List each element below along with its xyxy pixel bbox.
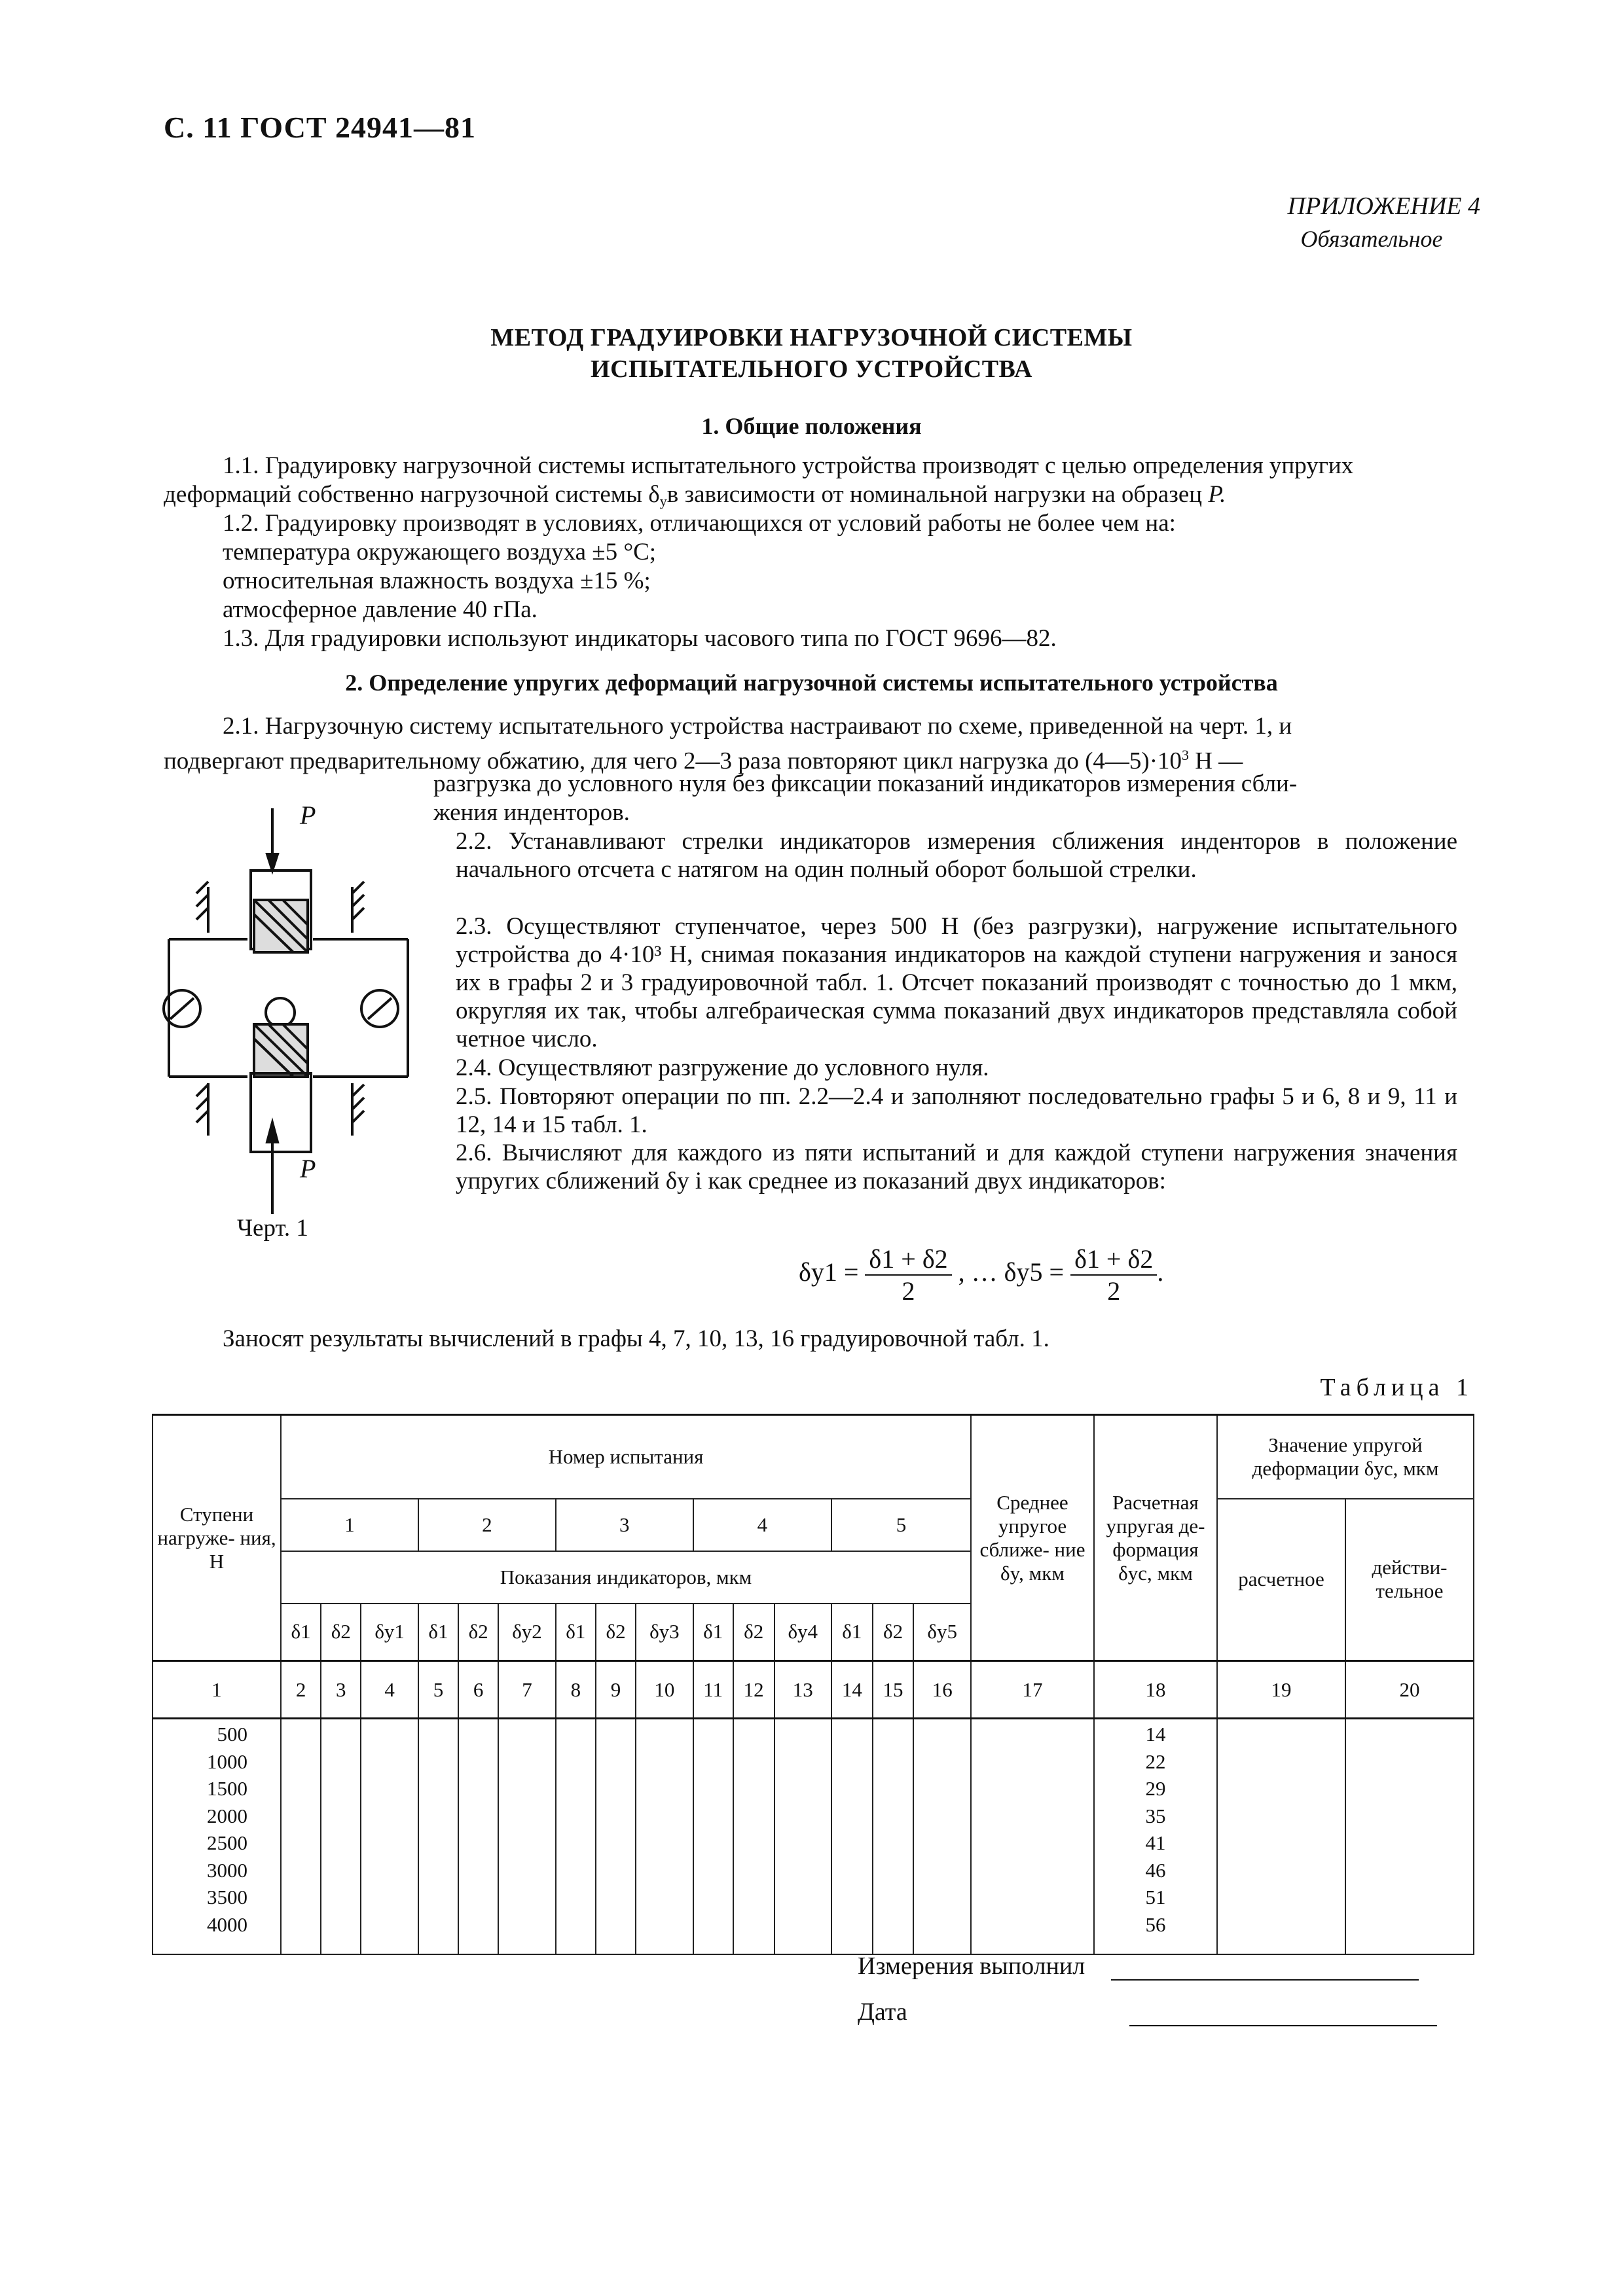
sub-yc: y bbox=[659, 493, 667, 509]
sub-col: δ2 bbox=[733, 1604, 775, 1661]
fraction-denominator: 2 bbox=[1107, 1276, 1121, 1306]
formula-end: . bbox=[1157, 1257, 1164, 1287]
para-2-6: 2.6. Вычисляют для каждого из пяти испытаний и для каждой ступени нагружения значения упругих сближений δy i как среднее из показаний двух индикаторов: bbox=[456, 1139, 1457, 1194]
title-line-1: МЕТОД ГРАДУИРОВКИ НАГРУЗОЧНОЙ СИСТЕМЫ bbox=[490, 324, 1133, 351]
calc-value: 46 bbox=[1145, 1858, 1166, 1882]
para-2-3: 2.3. Осуществляют ступенчатое, через 500 Н (без разгрузки), нагружение испытательного устройства до 4·10³ Н, снимая показания индикаторов на каждой ступени нагружения и занося их в графы 2 и 3 градуировочной табл. 1. Отсчет показаний производят с точностью до 1 мкм, округляя их так, чтобы алгебраическая сумма показаний двух индикаторов представляла собой четное число. bbox=[456, 913, 1457, 1052]
fraction-numerator: δ1 + δ2 bbox=[1070, 1244, 1157, 1276]
col-number: 19 bbox=[1217, 1661, 1345, 1719]
para-1-3: 1.3. Для градуировки используют индикаторы часового типа по ГОСТ 9696—82. bbox=[223, 625, 1057, 652]
header-value: Значение упругой деформации δyc, мкм bbox=[1217, 1415, 1474, 1499]
empty-cell bbox=[693, 1719, 733, 1954]
load-value: 1500 bbox=[207, 1777, 247, 1800]
date-label: Дата bbox=[858, 1998, 907, 2026]
col-number: 10 bbox=[636, 1661, 693, 1719]
load-value: 4000 bbox=[207, 1912, 247, 1936]
empty-cell bbox=[831, 1719, 873, 1954]
header-actual: действи- тельное bbox=[1345, 1499, 1474, 1661]
col-number: 14 bbox=[831, 1661, 873, 1719]
sub-col: δy3 bbox=[636, 1604, 693, 1661]
formula-left: δy1 = bbox=[799, 1257, 859, 1287]
calc-value: 56 bbox=[1145, 1912, 1166, 1936]
force-label-top: P bbox=[300, 800, 316, 830]
sub-col: δ1 bbox=[693, 1604, 733, 1661]
col-number: 16 bbox=[913, 1661, 971, 1719]
power-3: 3 bbox=[1182, 747, 1190, 763]
test-4: 4 bbox=[693, 1499, 831, 1551]
sub-col: δ1 bbox=[831, 1604, 873, 1661]
document-title bbox=[0, 322, 1623, 385]
empty-cell bbox=[873, 1719, 914, 1954]
empty-cell bbox=[281, 1719, 321, 1954]
empty-cell bbox=[458, 1719, 498, 1954]
formula-fraction-1 bbox=[865, 1244, 951, 1306]
appendix-label bbox=[1288, 190, 1480, 255]
para-1-2-temp: температура окружающего воздуха ±5 °C; bbox=[223, 539, 657, 565]
para-1-2-pressure: атмосферное давление 40 гПа. bbox=[223, 596, 538, 623]
para-2-1-text: подвергают предварительному обжатию, для чего 2—3 раза повторяют цикл нагрузка до (4—5)·10 bbox=[164, 747, 1182, 775]
para-2-2: 2.2. Устанавливают стрелки индикаторов измерения сближения инденторов в положение начального отсчета с натягом на один полный оборот большой стрелки. bbox=[456, 828, 1457, 883]
appendix-subtitle: Обязательное bbox=[1300, 226, 1443, 252]
title-line-2: ИСПЫТАТЕЛЬНОГО УСТРОЙСТВА bbox=[591, 355, 1032, 383]
sub-col: δy5 bbox=[913, 1604, 971, 1661]
sub-col: δ2 bbox=[596, 1604, 636, 1661]
header-test-number: Номер испытания bbox=[281, 1415, 971, 1499]
load-value: 500 bbox=[217, 1723, 247, 1746]
col-number: 20 bbox=[1345, 1661, 1474, 1719]
formula-mid: , … δy5 = bbox=[958, 1257, 1065, 1287]
calc-value: 51 bbox=[1145, 1886, 1166, 1909]
para-2-1-line-3: разгрузка до условного нуля без фиксации показаний индикаторов измерения сбли- bbox=[433, 770, 1298, 797]
empty-cell bbox=[418, 1719, 458, 1954]
section-1-heading: 1. Общие положения bbox=[701, 413, 922, 439]
formula-fraction-2 bbox=[1070, 1244, 1157, 1306]
calc-value: 14 bbox=[1145, 1723, 1166, 1746]
sub-col: δ2 bbox=[873, 1604, 914, 1661]
calc-value: 41 bbox=[1145, 1831, 1166, 1854]
appendix-title: ПРИЛОЖЕНИЕ 4 bbox=[1287, 192, 1480, 220]
para-2-1-line-4: жения инденторов. bbox=[433, 799, 630, 826]
empty-cell bbox=[321, 1719, 361, 1954]
loads-cell bbox=[153, 1719, 281, 1954]
para-2-4: 2.4. Осуществляют разгружение до условного нуля. bbox=[456, 1054, 989, 1081]
load-symbol: P. bbox=[1208, 481, 1226, 508]
col-number: 18 bbox=[1094, 1661, 1217, 1719]
col-number: 4 bbox=[361, 1661, 418, 1719]
signature-date bbox=[858, 1998, 1437, 2026]
col-number: 5 bbox=[418, 1661, 458, 1719]
sub-col: δ1 bbox=[556, 1604, 596, 1661]
figure-caption: Черт. 1 bbox=[237, 1215, 308, 1242]
date-line[interactable] bbox=[1129, 2001, 1437, 2026]
page-header: С. 11 ГОСТ 24941—81 bbox=[164, 111, 477, 144]
empty-cell bbox=[913, 1719, 971, 1954]
empty-cell bbox=[775, 1719, 831, 1954]
col-number: 12 bbox=[733, 1661, 775, 1719]
para-1-2-humidity: относительная влажность воздуха ±15 %; bbox=[223, 567, 651, 594]
calc-value: 35 bbox=[1145, 1804, 1166, 1827]
sub-col: δ1 bbox=[418, 1604, 458, 1661]
table-caption: Таблица 1 bbox=[1320, 1374, 1474, 1401]
header-calc: Расчетная упругая де- формация δyc, мкм bbox=[1094, 1415, 1217, 1661]
sub-col: δy1 bbox=[361, 1604, 418, 1661]
col-number: 9 bbox=[596, 1661, 636, 1719]
col-number: 11 bbox=[693, 1661, 733, 1719]
para-2-5: 2.5. Повторяют операции по пп. 2.2—2.4 и заполняют последовательно графы 5 и 6, 8 и 9, 11 и 12, 14 и 15 табл. 1. bbox=[456, 1083, 1457, 1138]
sub-col: δ2 bbox=[458, 1604, 498, 1661]
formula bbox=[799, 1244, 1163, 1306]
performed-line[interactable] bbox=[1111, 1956, 1419, 1981]
sub-col: δy2 bbox=[498, 1604, 555, 1661]
header-readings: Показания индикаторов, мкм bbox=[281, 1551, 971, 1604]
para-1-2: 1.2. Градуировку производят в условиях, отличающихся от условий работы не более чем на: bbox=[223, 510, 1176, 537]
col-number: 3 bbox=[321, 1661, 361, 1719]
signature-performed bbox=[858, 1952, 1419, 1981]
para-1-1-text-2: в зависимости от номинальной нагрузки на образец bbox=[666, 481, 1203, 508]
load-value: 3500 bbox=[207, 1886, 247, 1909]
load-value: 2500 bbox=[207, 1831, 247, 1854]
empty-cell bbox=[498, 1719, 555, 1954]
col-number: 1 bbox=[153, 1661, 281, 1719]
para-2-1-line-1: 2.1. Нагрузочную систему испытательного устройства настраивают по схеме, приведенной на черт. 1, и bbox=[223, 713, 1292, 740]
test-5: 5 bbox=[831, 1499, 971, 1551]
para-1-1-line-1: 1.1. Градуировку нагрузочной системы испытательного устройства производят с целью определения упругих bbox=[223, 452, 1354, 479]
calc-values-cell bbox=[1094, 1719, 1217, 1954]
col-number: 6 bbox=[458, 1661, 498, 1719]
load-value: 2000 bbox=[207, 1804, 247, 1827]
force-label-bottom: P bbox=[300, 1154, 316, 1183]
col-number: 17 bbox=[971, 1661, 1094, 1719]
section-2-heading: 2. Определение упругих деформаций нагрузочной системы испытательного устройства bbox=[345, 670, 1278, 696]
header-calc-2: расчетное bbox=[1217, 1499, 1345, 1661]
sub-col: δ1 bbox=[281, 1604, 321, 1661]
empty-cell bbox=[971, 1719, 1094, 1954]
empty-cell bbox=[636, 1719, 693, 1954]
test-1: 1 bbox=[281, 1499, 418, 1551]
calc-value: 29 bbox=[1145, 1777, 1166, 1800]
para-1-1-text: деформаций собственно нагрузочной системы δ bbox=[164, 481, 660, 508]
col-number: 7 bbox=[498, 1661, 555, 1719]
empty-cell bbox=[733, 1719, 775, 1954]
fraction-numerator: δ1 + δ2 bbox=[865, 1244, 951, 1276]
sub-col: δy4 bbox=[775, 1604, 831, 1661]
para-2-1-end: Н — bbox=[1195, 747, 1243, 775]
empty-cell bbox=[596, 1719, 636, 1954]
header-steps: Ступени нагруже- ния, Н bbox=[153, 1415, 281, 1661]
empty-cell bbox=[1217, 1719, 1345, 1954]
performed-label: Измерения выполнил bbox=[858, 1952, 1085, 1980]
test-2: 2 bbox=[418, 1499, 556, 1551]
calc-value: 22 bbox=[1145, 1749, 1166, 1773]
fraction-denominator: 2 bbox=[902, 1276, 915, 1306]
results-paragraph: Заносят результаты вычислений в графы 4, 7, 10, 13, 16 градуировочной табл. 1. bbox=[223, 1325, 1049, 1352]
col-number: 8 bbox=[556, 1661, 596, 1719]
load-value: 1000 bbox=[207, 1749, 247, 1773]
empty-cell bbox=[1345, 1719, 1474, 1954]
load-value: 3000 bbox=[207, 1858, 247, 1882]
test-3: 3 bbox=[556, 1499, 693, 1551]
empty-cell bbox=[556, 1719, 596, 1954]
empty-cell bbox=[361, 1719, 418, 1954]
calibration-table bbox=[152, 1414, 1474, 1955]
col-number: 2 bbox=[281, 1661, 321, 1719]
header-mean: Среднее упругое сближе- ние δy, мкм bbox=[971, 1415, 1094, 1661]
loading-scheme-figure bbox=[156, 808, 437, 1214]
col-number: 15 bbox=[873, 1661, 914, 1719]
col-number: 13 bbox=[775, 1661, 831, 1719]
sub-col: δ2 bbox=[321, 1604, 361, 1661]
